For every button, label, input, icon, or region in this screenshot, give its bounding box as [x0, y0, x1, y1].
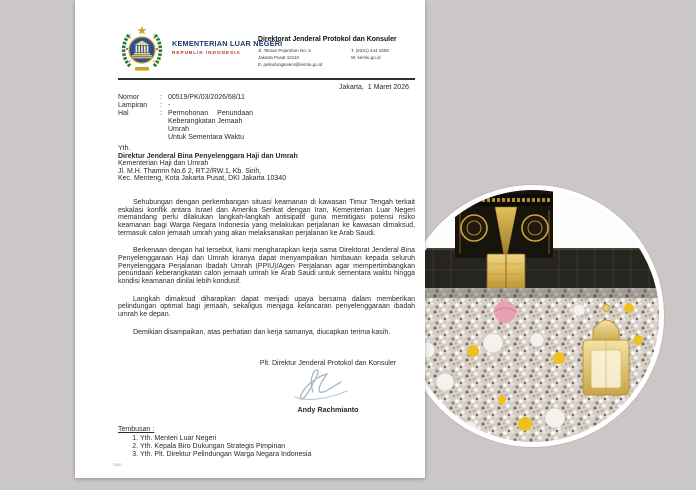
colon: :	[160, 110, 162, 117]
paragraph-2: Berkenaan dengan hal tersebut, kami mengharapkan kerja sama Direktorat Jenderal Bina Penyelenggaraan Haji dan Umrah kiranya dapat menyampaikan himbauan kepada seluruh Penyelenggara Perjalanan Ibadah Umrah (PPIU)/Agen Perjalanan agar mempertimbangkan penundaan keberangkatan calon jemaah umrah ke Arab Saudi untuk sementara waktu hingga kondisi keamanan dinilai lebih kondusif.	[118, 247, 415, 285]
recipient-address-2: Kec. Menteng, Kota Jakarta Pusat, DKI Jakarta 10340	[118, 175, 287, 183]
tembusan-item-3: 3. Yth. Plt. Direktur Pelindungan Warga Negara Indonesia	[140, 451, 311, 459]
hal-line-1: Permohonan Penundaan	[168, 110, 253, 117]
address-line-1: Jl. Taman Pejambon No. 6	[258, 48, 311, 53]
signature-block	[235, 360, 421, 414]
recipient-name: Direktur Jenderal Bina Penyelenggara Haji dan Umrah	[118, 152, 298, 160]
letter-meta	[118, 94, 288, 142]
signer-name: Andy Rachmianto	[297, 405, 359, 414]
letterhead-divider	[118, 78, 415, 80]
hal-label: Hal	[118, 110, 129, 117]
colon: :	[160, 102, 162, 109]
recipient-address-1: Jl. M.H. Thamrin No.6 2, RT.2/RW.1, Kb. Sirih,	[118, 167, 262, 175]
hal-line-3: Untuk Sementara Waktu	[168, 134, 244, 141]
website-line: W. kemlu.go.id	[351, 54, 381, 60]
nomor-label: Nomor	[118, 94, 140, 101]
kemlu-ministry-emblem-icon	[118, 25, 166, 73]
tembusan-block	[118, 426, 311, 459]
signer-title: Plt. Direktur Jenderal Protokol dan Konsuler	[259, 360, 397, 367]
ministry-name: KEMENTERIAN LUAR NEGERI	[172, 39, 283, 48]
email-line: E. pelindunganwni@kemlu.go.id	[258, 61, 323, 67]
lampiran-value: -	[168, 102, 171, 109]
directorate-title: Direktorat Jenderal Protokol dan Konsuler	[258, 36, 397, 43]
lampiran-label: Lampiran	[118, 102, 148, 109]
phone-line: T. (6221) 344 1508	[351, 48, 389, 53]
tembusan-list	[118, 435, 311, 459]
directorate-contacts	[258, 48, 418, 69]
ministry-country: REPUBLIK INDONESIA	[172, 50, 241, 56]
recipient-block	[118, 145, 298, 183]
tembusan-item-1: 1. Yth. Menteri Luar Negeri	[140, 435, 311, 443]
tembusan-label: Tembusan :	[118, 426, 155, 433]
footer-initials: TWD	[112, 462, 123, 467]
address-line-2: Jakarta Pusat 10110	[258, 54, 299, 60]
closing-line: Demikian disampaikan, atas perhatian dan kerja samanya, diucapkan terima kasih.	[133, 328, 391, 336]
tembusan-item-2: 2. Yth. Kepala Biro Dukungan Strategis Pimpinan	[140, 443, 311, 451]
directorate-phone-web	[351, 48, 389, 69]
recipient-organization: Kementerian Haji dan Umrah	[118, 160, 209, 168]
kaaba-photo-illustration	[407, 190, 659, 442]
kaaba-pilgrims-photo	[402, 185, 664, 447]
letter-body	[118, 199, 415, 346]
directorate-block	[258, 36, 418, 69]
hal-value	[168, 110, 253, 142]
nomor-value: 00519/PK/03/2026/68/11	[168, 94, 245, 101]
letter-page	[75, 0, 425, 478]
colon: :	[160, 94, 162, 101]
date-line: Jakarta, 1 Maret 2026	[338, 84, 409, 91]
directorate-address	[258, 48, 351, 69]
paragraph-1: Sehubungan dengan perkembangan situasi keamanan di kawasan Timur Tengah terkait eskalasi konflik antara Israel dan Amerika Serikat dengan Iran, Kementerian Luar Negeri memandang perlu dilakukan langkah-langkah antisipatif guna memitigasi potensi risiko keamanan bagi Warga Negara Indonesia yang melakukan perjalanan ke kawasan dimaksud, termasuk calon jemaah umrah yang akan melaksanakan perjalanan ke Arab Saudi.	[118, 199, 415, 237]
paragraph-3: Langkah dimaksud diharapkan dapat menjadi upaya bersama dalam memberikan pelindungan optimal bagi jemaah, sekaligus menjaga kelancaran penyelenggaraan ibadah umrah ke depan.	[118, 295, 415, 318]
recipient-salutation: Yth.	[118, 145, 131, 152]
hal-line-2: Keberangkatan Jemaah Umrah	[168, 118, 243, 133]
handwritten-signature-icon	[283, 366, 365, 404]
